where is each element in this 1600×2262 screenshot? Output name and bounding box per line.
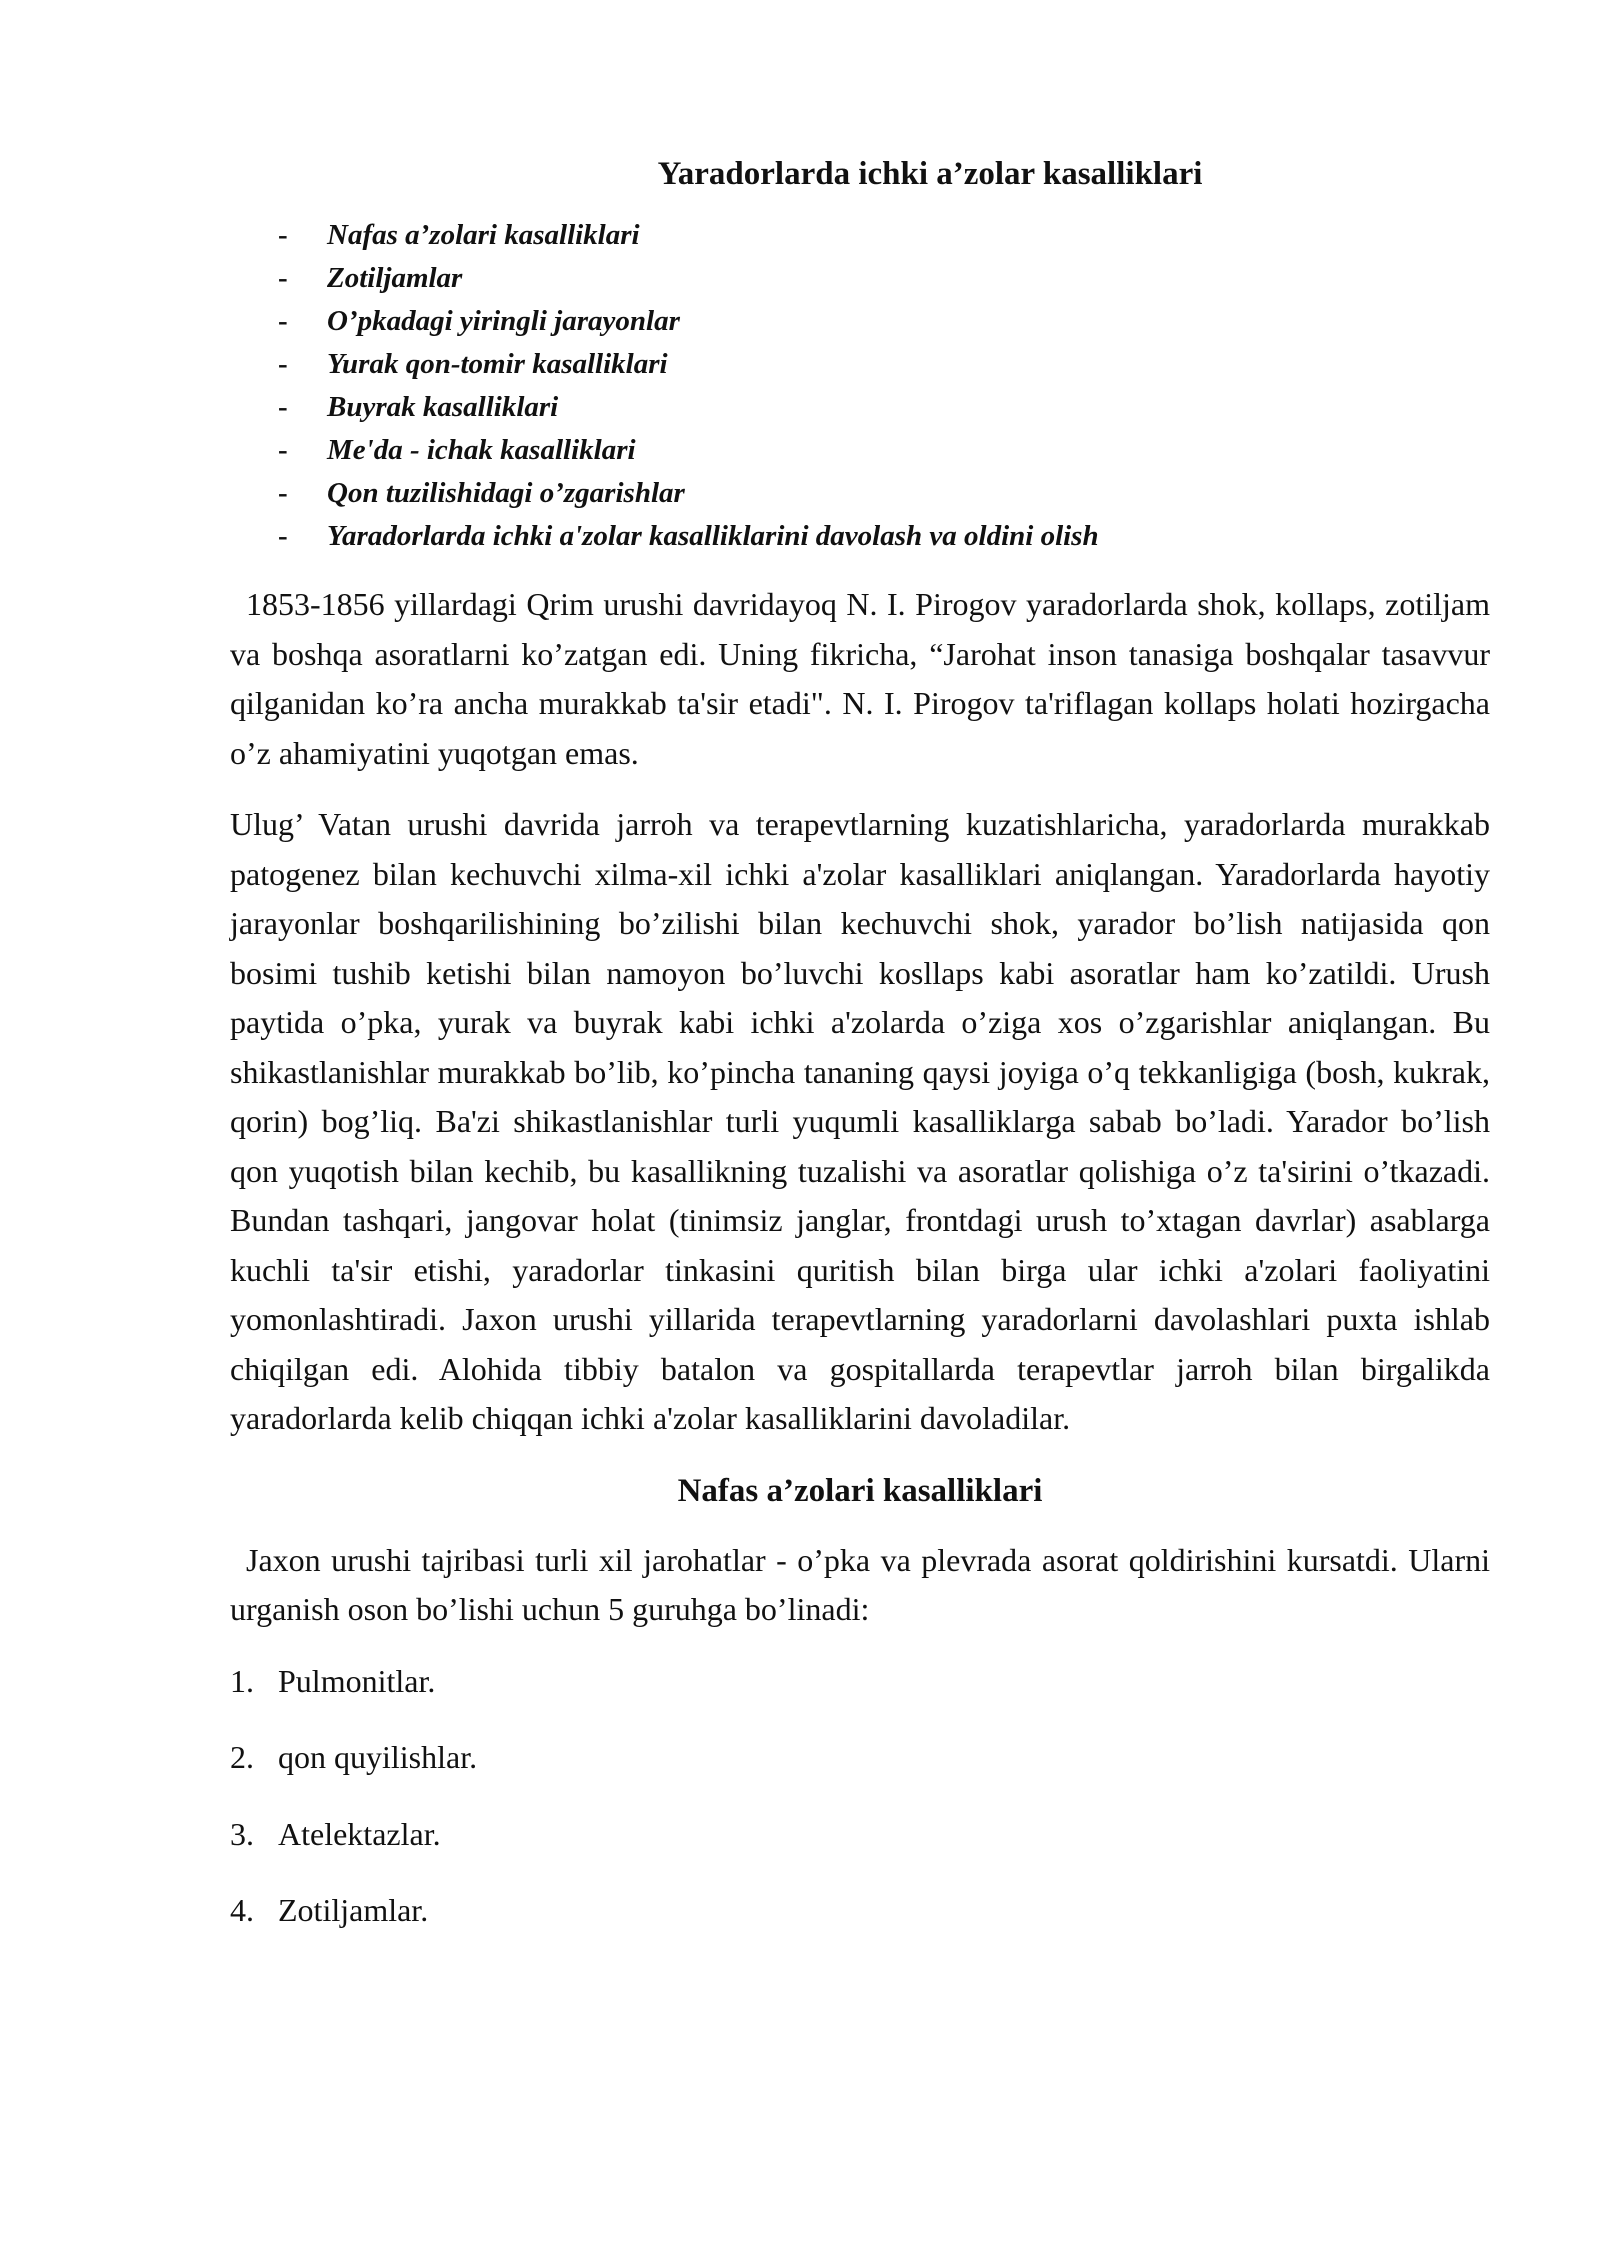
topic-item (230, 257, 1490, 300)
topic-text: Qon tuzilishidagi o’zgarishlar (327, 477, 685, 509)
item-text: qon quyilishlar. (278, 1739, 478, 1775)
paragraph-war-observations: Ulug’ Vatan urushi davrida jarroh va terapevtlarning kuzatishlaricha, yaradorlarda murakkab patogenez bilan kechuvchi xilma-xil ichki a'zolar kasalliklari aniqlangan. Yaradorlarda hayotiy jarayonlar boshqarilishining bo’zilishi bilan kechuvchi shok, yarador bo’lish natijasida qon bosimi tushib ketishi bilan namoyon bo’luvchi kosllaps kabi asoratlar ham ko’zatildi. Urush paytida o’pka, yurak va buyrak kabi ichki a'zolarda o’ziga xos o’zgarishlar aniqlangan. Bu shikastlanishlar murakkab bo’lib, ko’pincha tananing qaysi joyiga o’q tekkanligiga (bosh, kukrak, qorin) bog’liq. Ba'zi shikastlanishlar turli yuqumli kasalliklarga sabab bo’ladi. Yarador bo’lish qon yuqotish bilan kechib, bu kasallikning tuzalishi va asoratlar qolishiga o’z ta'sirini o’tkazadi. Bundan tashqari, jangovar holat (tinimsiz janglar, frontdagi urush to’xtagan davrlar) asablarga kuchli ta'sir etishi, yaradorlar tinkasini quritish bilan birga ular ichki a'zolari faoliyatini yomonlashtiradi. Jaxon urushi yillarida terapevtlarning yaradorlarni davolashlari puxta ishlab chiqilgan edi. Alohida tibbiy batalon va gospitallarda terapevtlar jarroh bilan birgalikda yaradorlarda kelib chiqqan ichki a'zolar kasalliklarini davoladilar. (230, 806, 1490, 1436)
topic-marker: - (278, 348, 288, 380)
topic-text: Zotiljamlar (327, 262, 463, 294)
topics-list (230, 214, 1490, 558)
topic-item (230, 214, 1490, 257)
item-number: 2. (230, 1739, 254, 1775)
document-page (230, 150, 1490, 1963)
numbered-item (230, 1810, 1490, 1860)
numbered-item (230, 1657, 1490, 1707)
item-text: Atelektazlar. (278, 1815, 441, 1852)
topic-item (230, 386, 1490, 429)
topic-marker: - (278, 477, 288, 509)
item-text: Zotiljamlar. (278, 1892, 429, 1928)
item-number: 3. (230, 1815, 254, 1852)
numbered-item (230, 1733, 1490, 1783)
item-text: Pulmonitlar. (278, 1662, 436, 1699)
topic-marker: - (278, 520, 288, 552)
topic-text: Me'da - ichak kasalliklari (327, 434, 636, 466)
item-number: 1. (230, 1662, 254, 1699)
section-title: Nafas a’zolari kasalliklari (677, 1472, 1043, 1509)
topic-item (230, 343, 1490, 386)
topic-marker: - (278, 434, 288, 466)
paragraph-lung-injuries: Jaxon urushi tajribasi turli xil jarohatlar - o’pka va plevrada asorat qoldirishini kursatdi. Ularni urganish oson bo’lishi uchun 5 guruhga bo’linadi: (230, 1541, 1490, 1627)
topic-text: Nafas a’zolari kasalliklari (327, 219, 640, 251)
document-title: Yaradorlarda ichki a’zolar kasalliklari (657, 156, 1203, 192)
topic-item (230, 515, 1490, 558)
numbered-item (230, 1886, 1490, 1936)
topic-marker: - (278, 305, 288, 337)
topic-item (230, 300, 1490, 343)
topic-text: Yurak qon-tomir kasalliklari (327, 348, 668, 380)
topic-item (230, 472, 1490, 515)
topic-item (230, 429, 1490, 472)
topic-text: Buyrak kasalliklari (327, 391, 559, 423)
topic-text: O’pkadagi yiringli jarayonlar (327, 305, 680, 337)
item-number: 4. (230, 1892, 254, 1928)
paragraph-pirogov: 1853-1856 yillardagi Qrim urushi davridayoq N. I. Pirogov yaradorlarda shok, kollaps, zotiljam va boshqa asoratlarni ko’zatgan edi. Uning fikricha, “Jarohat inson tanasiga boshqalar tasavvur qilganidan ko’ra ancha murakkab ta'sir etadi". N. I. Pirogov ta'riflagan kollaps holati hozirgacha o’z ahamiyatini yuqotgan emas. (230, 586, 1490, 771)
topic-marker: - (278, 391, 288, 423)
numbered-list (230, 1657, 1490, 1936)
topic-text: Yaradorlarda ichki a'zolar kasalliklarini davolash va oldini olish (327, 520, 1099, 552)
topic-marker: - (278, 219, 288, 251)
topic-marker: - (278, 262, 288, 294)
